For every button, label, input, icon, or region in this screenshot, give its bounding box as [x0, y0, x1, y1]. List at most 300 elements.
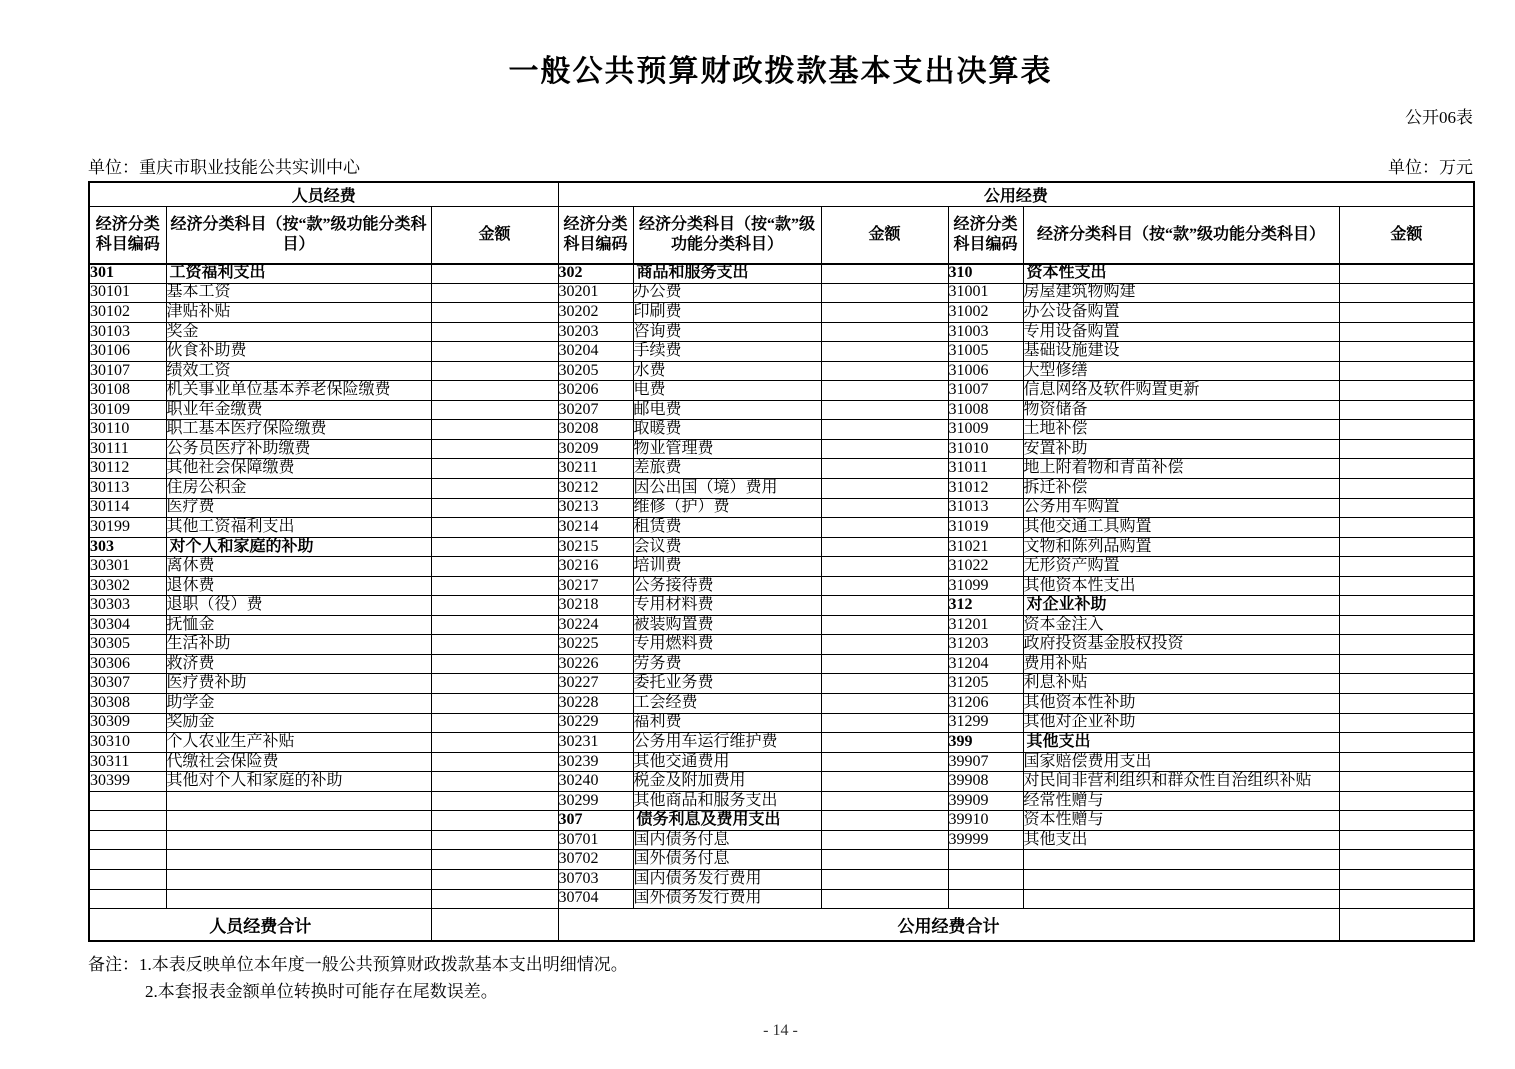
- subject-cell: 差旅费: [633, 459, 821, 479]
- subject-cell: 物资储备: [1023, 400, 1339, 420]
- code-cell: 30225: [558, 635, 633, 655]
- amount-cell: [1339, 850, 1474, 870]
- personnel-total-label: 人员经费合计: [89, 909, 431, 941]
- code-cell: 30212: [558, 479, 633, 499]
- amount-cell: [1339, 654, 1474, 674]
- table-row: [89, 830, 1474, 850]
- subject-cell: 其他交通工具购置: [1023, 518, 1339, 538]
- amount-cell: [1339, 791, 1474, 811]
- unit-name-label: 单位：重庆市职业技能公共实训中心: [88, 158, 360, 177]
- subject-cell: [1023, 889, 1339, 909]
- table-row: [89, 479, 1474, 499]
- amount-cell: [821, 791, 948, 811]
- amount-cell: [431, 420, 558, 440]
- code-cell: 31006: [948, 361, 1023, 381]
- amount-cell: [431, 830, 558, 850]
- code-cell: 31204: [948, 654, 1023, 674]
- amount-cell: [1339, 400, 1474, 420]
- table-row: [89, 361, 1474, 381]
- subject-cell: 专用材料费: [633, 596, 821, 616]
- code-cell: 312: [948, 596, 1023, 616]
- amount-cell: [431, 576, 558, 596]
- section-header-personnel: 人员经费: [89, 182, 558, 207]
- table-row: [89, 733, 1474, 753]
- subject-cell: 其他对企业补助: [1023, 713, 1339, 733]
- code-cell: 30206: [558, 381, 633, 401]
- subject-cell: 其他工资福利支出: [166, 518, 431, 538]
- amount-cell: [821, 322, 948, 342]
- amount-cell: [821, 283, 948, 303]
- subject-cell: 退休费: [166, 576, 431, 596]
- form-code-label: 公开06表: [1405, 108, 1473, 127]
- amount-cell: [1339, 889, 1474, 909]
- amount-cell: [431, 264, 558, 284]
- table-row: [89, 342, 1474, 362]
- amount-cell: [821, 850, 948, 870]
- code-cell: 30110: [89, 420, 166, 440]
- subject-cell: 会议费: [633, 537, 821, 557]
- code-cell: 30228: [558, 694, 633, 714]
- amount-cell: [821, 713, 948, 733]
- amount-cell: [431, 850, 558, 870]
- notes-block: [88, 951, 1473, 1005]
- amount-cell: [1339, 420, 1474, 440]
- amount-cell: [821, 518, 948, 538]
- code-cell: 30112: [89, 459, 166, 479]
- subject-cell: [166, 811, 431, 831]
- subject-cell: 机关事业单位基本养老保险缴费: [166, 381, 431, 401]
- subject-cell: 租赁费: [633, 518, 821, 538]
- table-row: [89, 811, 1474, 831]
- code-cell: 30310: [89, 733, 166, 753]
- table-row: [89, 420, 1474, 440]
- subject-cell: 国外债务付息: [633, 850, 821, 870]
- amount-cell: [821, 615, 948, 635]
- code-cell: 30201: [558, 283, 633, 303]
- code-cell: 31010: [948, 439, 1023, 459]
- code-cell: 30218: [558, 596, 633, 616]
- code-cell: 39908: [948, 772, 1023, 792]
- code-cell: 31013: [948, 498, 1023, 518]
- amount-cell: [431, 381, 558, 401]
- code-cell: 30240: [558, 772, 633, 792]
- subject-cell: [1023, 869, 1339, 889]
- amount-cell: [1339, 869, 1474, 889]
- code-cell: 30114: [89, 498, 166, 518]
- column-header-amount: 金额: [1339, 207, 1474, 264]
- subject-cell: 国家赔偿费用支出: [1023, 752, 1339, 772]
- column-header-row: [89, 207, 1474, 264]
- unit-money-label: 单位：万元: [1388, 158, 1473, 177]
- subject-cell: 大型修缮: [1023, 361, 1339, 381]
- subject-cell: 绩效工资: [166, 361, 431, 381]
- subject-cell: 专用设备购置: [1023, 322, 1339, 342]
- column-header-code: 经济分类科目编码: [89, 207, 166, 264]
- amount-cell: [821, 596, 948, 616]
- code-cell: 31299: [948, 713, 1023, 733]
- amount-cell: [431, 322, 558, 342]
- amount-cell: [1339, 557, 1474, 577]
- subject-cell: 专用燃料费: [633, 635, 821, 655]
- code-cell: 31099: [948, 576, 1023, 596]
- code-cell: 30399: [89, 772, 166, 792]
- amount-cell: [1339, 752, 1474, 772]
- amount-cell: [431, 479, 558, 499]
- amount-cell: [1339, 303, 1474, 323]
- table-row: [89, 615, 1474, 635]
- code-cell: 30111: [89, 439, 166, 459]
- amount-cell: [1339, 439, 1474, 459]
- subject-cell: 基本工资: [166, 283, 431, 303]
- table-row: [89, 576, 1474, 596]
- subject-cell: 工资福利支出: [166, 264, 431, 284]
- table-row: [89, 752, 1474, 772]
- code-cell: 30209: [558, 439, 633, 459]
- amount-cell: [431, 772, 558, 792]
- code-cell: 39999: [948, 830, 1023, 850]
- page-number: - 14 -: [763, 1022, 798, 1039]
- subject-cell: 拆迁补偿: [1023, 479, 1339, 499]
- code-cell: 30227: [558, 674, 633, 694]
- subject-cell: [166, 889, 431, 909]
- subject-cell: 其他交通费用: [633, 752, 821, 772]
- totals-row: [89, 909, 1474, 941]
- amount-cell: [821, 635, 948, 655]
- subject-cell: 公务接待费: [633, 576, 821, 596]
- subject-cell: 生活补助: [166, 635, 431, 655]
- table-row: [89, 303, 1474, 323]
- code-cell: 30102: [89, 303, 166, 323]
- amount-cell: [821, 869, 948, 889]
- subject-cell: 公务用车运行维护费: [633, 733, 821, 753]
- subject-cell: 取暖费: [633, 420, 821, 440]
- code-cell: 30106: [89, 342, 166, 362]
- code-cell: 30299: [558, 791, 633, 811]
- code-cell: 30302: [89, 576, 166, 596]
- table-row: [89, 557, 1474, 577]
- code-cell: 30301: [89, 557, 166, 577]
- table-row: [89, 400, 1474, 420]
- amount-cell: [1339, 576, 1474, 596]
- amount-cell: [431, 361, 558, 381]
- code-cell: 39907: [948, 752, 1023, 772]
- amount-cell: [431, 654, 558, 674]
- section-header-row: [89, 182, 1474, 207]
- subject-cell: 其他商品和服务支出: [633, 791, 821, 811]
- column-header-subject: 经济分类科目（按“款”级功能分类科目）: [1023, 207, 1339, 264]
- document-content: [88, 0, 1473, 1039]
- subject-cell: [1023, 850, 1339, 870]
- subject-cell: 资本性支出: [1023, 264, 1339, 284]
- subject-cell: 地上附着物和青苗补偿: [1023, 459, 1339, 479]
- table-row: [89, 459, 1474, 479]
- code-cell: 30701: [558, 830, 633, 850]
- subject-cell: 税金及附加费用: [633, 772, 821, 792]
- subject-cell: 公务员医疗补助缴费: [166, 439, 431, 459]
- amount-cell: [431, 752, 558, 772]
- subject-cell: [166, 830, 431, 850]
- amount-cell: [1339, 772, 1474, 792]
- code-cell: 302: [558, 264, 633, 284]
- subject-cell: 退职（役）费: [166, 596, 431, 616]
- subject-cell: 培训费: [633, 557, 821, 577]
- code-cell: 30217: [558, 576, 633, 596]
- code-cell: [948, 850, 1023, 870]
- amount-cell: [431, 303, 558, 323]
- code-cell: 31003: [948, 322, 1023, 342]
- code-cell: 31205: [948, 674, 1023, 694]
- amount-cell: [1339, 537, 1474, 557]
- subject-cell: 抚恤金: [166, 615, 431, 635]
- subject-cell: 对民间非营利组织和群众性自治组织补贴: [1023, 772, 1339, 792]
- amount-cell: [431, 439, 558, 459]
- table-row: [89, 869, 1474, 889]
- column-header-code: 经济分类科目编码: [948, 207, 1023, 264]
- amount-cell: [821, 694, 948, 714]
- subject-cell: 印刷费: [633, 303, 821, 323]
- code-cell: 30305: [89, 635, 166, 655]
- subject-cell: 安置补助: [1023, 439, 1339, 459]
- amount-cell: [1339, 694, 1474, 714]
- amount-cell: [821, 479, 948, 499]
- column-header-subject: 经济分类科目（按“款”级功能分类科目）: [166, 207, 431, 264]
- note-line-2: 2.本套报表金额单位转换时可能存在尾数误差。: [145, 981, 498, 1001]
- code-cell: 31007: [948, 381, 1023, 401]
- amount-cell: [821, 459, 948, 479]
- amount-cell: [1339, 635, 1474, 655]
- code-cell: 30101: [89, 283, 166, 303]
- note-line-1: 备注：1.本表反映单位本年度一般公共预算财政拨款基本支出明细情况。: [88, 954, 628, 974]
- table-row: [89, 713, 1474, 733]
- amount-cell: [431, 889, 558, 909]
- subject-cell: 商品和服务支出: [633, 264, 821, 284]
- subject-cell: 伙食补助费: [166, 342, 431, 362]
- amount-cell: [821, 264, 948, 284]
- code-cell: 30239: [558, 752, 633, 772]
- code-cell: 30702: [558, 850, 633, 870]
- code-cell: [89, 811, 166, 831]
- amount-cell: [821, 752, 948, 772]
- code-cell: 31019: [948, 518, 1023, 538]
- table-row: [89, 439, 1474, 459]
- amount-cell: [431, 283, 558, 303]
- code-cell: [89, 791, 166, 811]
- table-row: [89, 791, 1474, 811]
- code-cell: 310: [948, 264, 1023, 284]
- subject-cell: [166, 869, 431, 889]
- subject-cell: 住房公积金: [166, 479, 431, 499]
- column-header-subject: 经济分类科目（按“款”级功能分类科目）: [633, 207, 821, 264]
- subject-cell: 办公费: [633, 283, 821, 303]
- amount-cell: [1339, 733, 1474, 753]
- code-cell: 31203: [948, 635, 1023, 655]
- amount-cell: [431, 635, 558, 655]
- amount-cell: [821, 381, 948, 401]
- table-row: [89, 264, 1474, 284]
- code-cell: 30204: [558, 342, 633, 362]
- subject-cell: 其他对个人和家庭的补助: [166, 772, 431, 792]
- code-cell: [89, 830, 166, 850]
- amount-cell: [431, 498, 558, 518]
- table-row: [89, 283, 1474, 303]
- amount-cell: [821, 342, 948, 362]
- unit-row: [88, 153, 1473, 181]
- code-cell: 30214: [558, 518, 633, 538]
- amount-cell: [821, 498, 948, 518]
- code-cell: 30108: [89, 381, 166, 401]
- amount-cell: [1339, 498, 1474, 518]
- code-cell: [89, 869, 166, 889]
- subject-cell: 经常性赠与: [1023, 791, 1339, 811]
- expenditure-table: [88, 181, 1475, 942]
- code-cell: 30113: [89, 479, 166, 499]
- subject-cell: 委托业务费: [633, 674, 821, 694]
- amount-cell: [821, 576, 948, 596]
- subject-cell: 其他支出: [1023, 830, 1339, 850]
- code-cell: 31022: [948, 557, 1023, 577]
- code-cell: 31008: [948, 400, 1023, 420]
- amount-cell: [1339, 361, 1474, 381]
- code-cell: 30229: [558, 713, 633, 733]
- code-cell: 31012: [948, 479, 1023, 499]
- code-cell: 30208: [558, 420, 633, 440]
- subject-cell: 手续费: [633, 342, 821, 362]
- table-row: [89, 635, 1474, 655]
- subject-cell: 代缴社会保险费: [166, 752, 431, 772]
- code-cell: 30205: [558, 361, 633, 381]
- subject-cell: 费用补贴: [1023, 654, 1339, 674]
- code-cell: 301: [89, 264, 166, 284]
- subject-cell: 对企业补助: [1023, 596, 1339, 616]
- amount-cell: [431, 791, 558, 811]
- subject-cell: 劳务费: [633, 654, 821, 674]
- section-header-public: 公用经费: [558, 182, 1474, 207]
- amount-cell: [821, 654, 948, 674]
- subject-cell: 国内债务付息: [633, 830, 821, 850]
- amount-cell: [821, 400, 948, 420]
- code-cell: 30704: [558, 889, 633, 909]
- code-cell: 30703: [558, 869, 633, 889]
- amount-cell: [1339, 615, 1474, 635]
- code-cell: 30304: [89, 615, 166, 635]
- subject-cell: 其他资本性补助: [1023, 694, 1339, 714]
- code-cell: [948, 869, 1023, 889]
- subject-cell: 房屋建筑物购建: [1023, 283, 1339, 303]
- amount-cell: [821, 557, 948, 577]
- subject-cell: 离休费: [166, 557, 431, 577]
- code-cell: 30307: [89, 674, 166, 694]
- subject-cell: 福利费: [633, 713, 821, 733]
- amount-cell: [431, 811, 558, 831]
- table-row: [89, 537, 1474, 557]
- code-cell: 30213: [558, 498, 633, 518]
- amount-cell: [431, 674, 558, 694]
- subject-cell: [166, 850, 431, 870]
- code-cell: [89, 889, 166, 909]
- subject-cell: 债务利息及费用支出: [633, 811, 821, 831]
- subject-cell: 办公设备购置: [1023, 303, 1339, 323]
- code-cell: 30202: [558, 303, 633, 323]
- column-header-amount: 金额: [821, 207, 948, 264]
- code-cell: 30215: [558, 537, 633, 557]
- subject-cell: 咨询费: [633, 322, 821, 342]
- code-cell: 30224: [558, 615, 633, 635]
- subject-cell: 信息网络及软件购置更新: [1023, 381, 1339, 401]
- subject-cell: 职业年金缴费: [166, 400, 431, 420]
- table-row: [89, 381, 1474, 401]
- code-cell: 30107: [89, 361, 166, 381]
- amount-cell: [431, 733, 558, 753]
- table-row: [89, 694, 1474, 714]
- subject-cell: 医疗费补助: [166, 674, 431, 694]
- column-header-amount: 金额: [431, 207, 558, 264]
- amount-cell: [1339, 264, 1474, 284]
- code-cell: 31206: [948, 694, 1023, 714]
- table-row: [89, 596, 1474, 616]
- subject-cell: 医疗费: [166, 498, 431, 518]
- amount-cell: [431, 342, 558, 362]
- table-row: [89, 850, 1474, 870]
- code-cell: [948, 889, 1023, 909]
- code-cell: 39909: [948, 791, 1023, 811]
- amount-cell: [1339, 342, 1474, 362]
- code-cell: 30311: [89, 752, 166, 772]
- subject-cell: 工会经费: [633, 694, 821, 714]
- subject-cell: 水费: [633, 361, 821, 381]
- subject-cell: 土地补偿: [1023, 420, 1339, 440]
- subject-cell: 津贴补贴: [166, 303, 431, 323]
- amount-cell: [1339, 811, 1474, 831]
- amount-cell: [431, 869, 558, 889]
- amount-cell: [821, 889, 948, 909]
- code-cell: 399: [948, 733, 1023, 753]
- table-row: [89, 674, 1474, 694]
- table-row: [89, 322, 1474, 342]
- subject-cell: 电费: [633, 381, 821, 401]
- code-cell: 31021: [948, 537, 1023, 557]
- subject-cell: 其他社会保障缴费: [166, 459, 431, 479]
- subject-cell: 个人农业生产补贴: [166, 733, 431, 753]
- code-cell: 31002: [948, 303, 1023, 323]
- code-cell: 31009: [948, 420, 1023, 440]
- amount-cell: [431, 713, 558, 733]
- subject-cell: 利息补贴: [1023, 674, 1339, 694]
- amount-cell: [431, 596, 558, 616]
- amount-cell: [821, 674, 948, 694]
- subject-cell: 资本性赠与: [1023, 811, 1339, 831]
- code-cell: 30216: [558, 557, 633, 577]
- subject-cell: 公务用车购置: [1023, 498, 1339, 518]
- amount-cell: [821, 420, 948, 440]
- amount-cell: [1339, 322, 1474, 342]
- code-cell: 31011: [948, 459, 1023, 479]
- subject-cell: 其他支出: [1023, 733, 1339, 753]
- subject-cell: 助学金: [166, 694, 431, 714]
- code-cell: 30308: [89, 694, 166, 714]
- amount-cell: [431, 518, 558, 538]
- amount-cell: [821, 303, 948, 323]
- subject-cell: 因公出国（境）费用: [633, 479, 821, 499]
- amount-cell: [1339, 283, 1474, 303]
- subject-cell: [166, 791, 431, 811]
- subject-cell: 文物和陈列品购置: [1023, 537, 1339, 557]
- subject-cell: 职工基本医疗保险缴费: [166, 420, 431, 440]
- code-cell: 30203: [558, 322, 633, 342]
- amount-cell: [1339, 830, 1474, 850]
- table-row: [89, 654, 1474, 674]
- amount-cell: [431, 459, 558, 479]
- amount-cell: [431, 400, 558, 420]
